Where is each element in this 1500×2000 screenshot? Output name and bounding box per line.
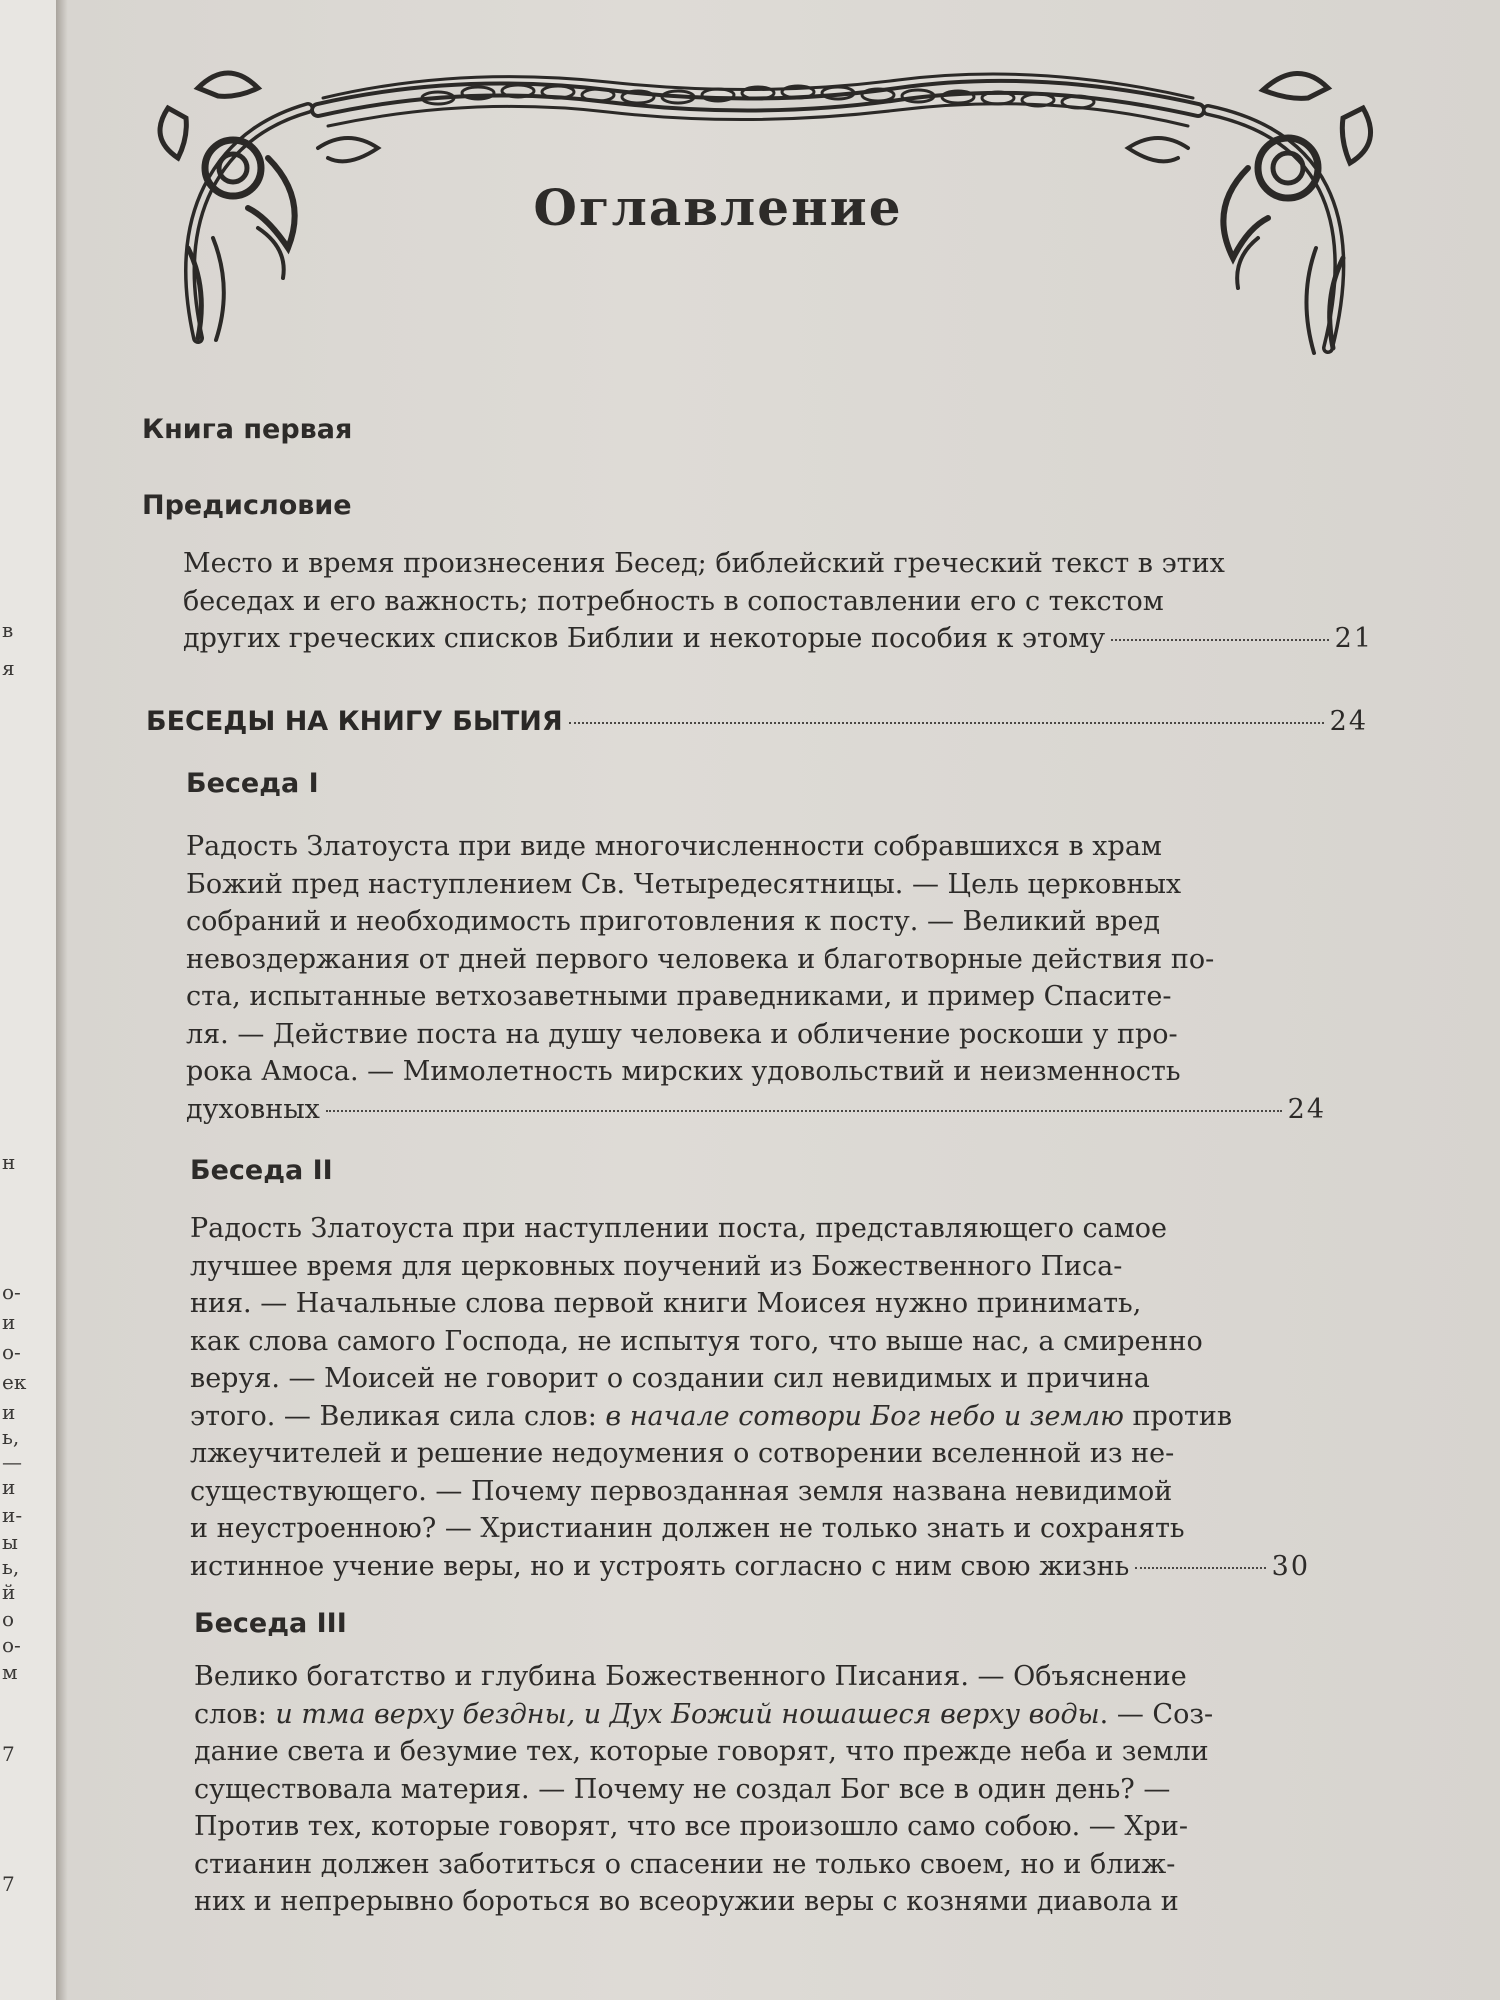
discourse-heading: Беседа III [194, 1608, 347, 1639]
scripture-quote: и тма верху бездны, и Дух Божий ношашеся верху воды [275, 1698, 1100, 1730]
toc-entry-line [183, 620, 1373, 658]
page-number: 30 [1271, 1550, 1310, 1582]
left-page-fragment: в [2, 618, 14, 642]
discourse-summary [190, 1210, 1310, 1585]
text-line: ния. — Начальные слова первой книги Моисея нужно принимать, [190, 1288, 1142, 1319]
text-line: стианин должен заботиться о спасении не только своем, но и ближ- [194, 1848, 1176, 1880]
text-line: дание света и безумие тех, которые говорят, что прежде неба и земли [194, 1736, 1209, 1767]
text-fragment: . — Соз- [1099, 1698, 1214, 1730]
text-line: ля. — Действие поста на душу человека и обличение роскоши у про- [186, 1018, 1178, 1050]
book-gutter [56, 0, 68, 2000]
book-heading: Книга первая [142, 414, 353, 445]
left-page-fragment: и- [2, 1503, 23, 1527]
text-line: истинное учение веры, но и устроять согласно с ним свою жизнь [190, 1550, 1130, 1582]
text-line: Велико богатство и глубина Божественного Писания. — Объяснение [194, 1661, 1187, 1692]
text-line: собраний и необходимость приготовления к посту. — Великий вред [186, 906, 1161, 937]
toc-entry-line [186, 1091, 1326, 1129]
text-line: и неустроенною? — Христианин должен не только знать и сохранять [190, 1513, 1185, 1544]
text-line: Радость Златоуста при наступлении поста, представляющего самое [190, 1213, 1167, 1244]
text-fragment: против [1132, 1400, 1233, 1432]
left-page-fragment: 7 [2, 1872, 15, 1896]
book-page [68, 0, 1500, 2000]
left-page-fragment: ь, [2, 1555, 20, 1579]
text-line: существующего. — Почему первозданная земля названа невидимой [190, 1475, 1173, 1507]
left-page-fragment: и [2, 1475, 16, 1499]
section-heading [146, 706, 1368, 737]
text-line: невоздержания от дней первого человека и благотворные действия по- [186, 943, 1215, 975]
left-page-fragment: ек [2, 1370, 27, 1394]
left-page-fragment: я [2, 656, 15, 680]
page-number: 21 [1334, 623, 1373, 654]
text-line: других греческих списков Библии и некоторые пособия к этому [183, 623, 1106, 654]
left-page-fragment: и [2, 1400, 16, 1424]
text-line: лжеучителей и решение недоумения о сотворении вселенной из не- [190, 1438, 1175, 1469]
left-page-fragment: — [2, 1450, 22, 1474]
left-page-fragment: и [2, 1310, 16, 1334]
text-line: Место и время произнесения Бесед; библейский греческий текст в этих [183, 548, 1225, 579]
text-line: Божий пред наступлением Св. Четыредесятницы. — Цель церковных [186, 868, 1182, 900]
discourse-heading: Беседа II [190, 1155, 333, 1186]
discourse-heading: Беседа I [186, 768, 319, 799]
page-number: 24 [1287, 1093, 1326, 1125]
text-line: рока Амоса. — Мимолетность мирских удовольствий и неизменность [186, 1056, 1181, 1087]
text-line: лучшее время для церковных поучений из Божественного Писа- [190, 1250, 1123, 1282]
preface-description [183, 545, 1373, 658]
text-line: Радость Златоуста при виде многочисленности собравшихся в храм [186, 831, 1162, 862]
text-line: как слова самого Господа, не испытуя того, что выше нас, а смиренно [190, 1325, 1203, 1357]
preface-heading: Предисловие [142, 490, 352, 521]
left-page-fragment: 7 [2, 1742, 15, 1766]
text-line: ста, испытанные ветхозаветными праведниками, и пример Спасите- [186, 981, 1172, 1012]
text-line: них и непрерывно бороться во всеоружии веры с кознями диавола и [194, 1886, 1179, 1917]
discourse-summary [194, 1658, 1304, 1921]
dot-leader [569, 722, 1324, 724]
toc-entry-line [190, 1548, 1310, 1586]
scripture-quote: в начале сотвори Бог небо и землю [605, 1400, 1124, 1432]
discourse-summary [186, 828, 1326, 1128]
left-page-fragment: о- [2, 1633, 21, 1657]
text-line [194, 1696, 1304, 1734]
section-title: БЕСЕДЫ НА КНИГУ БЫТИЯ [146, 706, 563, 737]
text-line: существовала материя. — Почему не создал Бог все в один день? — [194, 1773, 1171, 1805]
left-page-fragment: ы [2, 1530, 18, 1554]
page-number: 24 [1329, 706, 1368, 737]
left-page-fragment: о [2, 1607, 15, 1631]
text-line [190, 1398, 1310, 1436]
text-line: духовных [186, 1093, 320, 1125]
text-fragment: слов: [194, 1698, 267, 1730]
dot-leader [1135, 1567, 1265, 1569]
page-title: Оглавление [533, 178, 903, 237]
dot-leader [1111, 639, 1329, 641]
left-page-fragment: ь, [2, 1425, 20, 1449]
dot-leader [326, 1110, 1282, 1112]
left-page-fragment: й [2, 1580, 16, 1604]
left-page-edge [0, 0, 56, 2000]
text-line: веруя. — Моисей не говорит о создании сил невидимых и причина [190, 1363, 1150, 1394]
left-page-fragment: о- [2, 1340, 21, 1364]
left-page-fragment: н [2, 1150, 16, 1174]
left-page-fragment: о- [2, 1280, 21, 1304]
text-line: Против тех, которые говорят, что все произошло само собою. — Хри- [194, 1811, 1188, 1842]
left-page-fragment: м [2, 1660, 18, 1684]
text-line: беседах и его важность; потребность в сопоставлении его с текстом [183, 585, 1164, 617]
text-fragment: этого. — Великая сила слов: [190, 1400, 597, 1432]
